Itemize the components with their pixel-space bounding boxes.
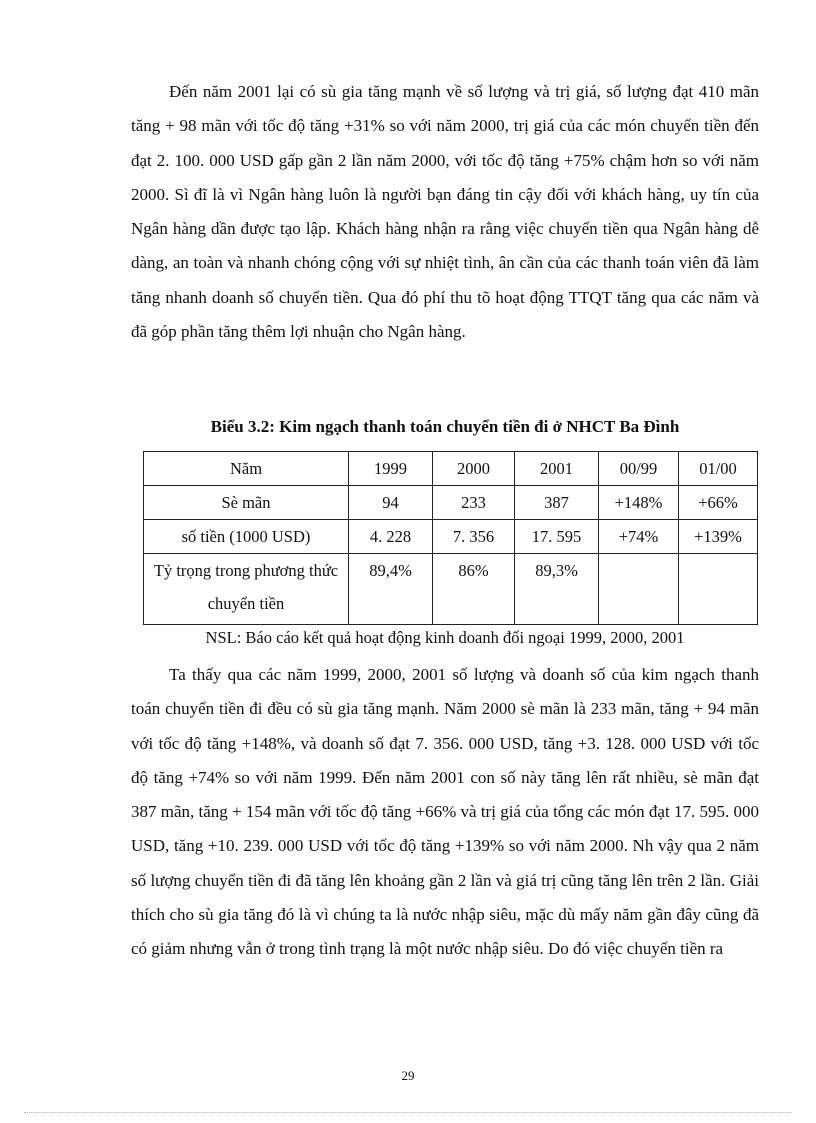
table-row [144, 486, 758, 520]
table-header-cell: 01/00 [679, 452, 758, 486]
table-header-row [144, 452, 758, 486]
table-cell: Tỷ trọng trong phương thức chuyển tiền [144, 554, 349, 625]
footer-divider [24, 1112, 792, 1113]
table-header-cell: 2001 [515, 452, 599, 486]
table-cell: 387 [515, 486, 599, 520]
table-row [144, 554, 758, 625]
source-note: NSL: Báo cáo kết quả hoạt động kinh doanh đối ngoại 1999, 2000, 2001 [205, 628, 685, 647]
table-cell: 233 [433, 486, 515, 520]
table-cell: +139% [679, 520, 758, 554]
table-cell: +74% [599, 520, 679, 554]
table-cell [679, 554, 758, 625]
table-row [144, 520, 758, 554]
paragraph-1: Đến năm 2001 lại có sù gia tăng mạnh về số lượng và trị giá, số lượng đạt 410 mãn tăng + 98 mãn với tốc độ tăng +31% so với năm 2000, trị giá của các món chuyển tiền đến đạt 2. 100. 000 USD gấp gần 2 lần năm 2000, với tốc độ tăng +75% chậm hơn so với năm 2000. Sì đĩ là vì Ngân hàng luôn là người bạn đáng tin cậy đối với khách hàng, uy tín của Ngân hàng dần được tạo lập. Khách hàng nhận ra rằng việc chuyển tiền qua Ngân hàng dễ dàng, an toàn và nhanh chóng cộng với sự nhiệt tình, ân cần của các thanh toán viên đã làm tăng nhanh doanh số chuyển tiền. Qua đó phí thu tõ hoạt động TTQT tăng qua các năm và đã góp phần tăng thêm lợi nhuận cho Ngân hàng. [131, 82, 759, 342]
table-cell: 17. 595 [515, 520, 599, 554]
table-cell: 4. 228 [349, 520, 433, 554]
table-header-cell: 2000 [433, 452, 515, 486]
table-cell: +66% [679, 486, 758, 520]
table-cell: 7. 356 [433, 520, 515, 554]
table-cell: 89,3% [515, 554, 599, 625]
table-cell: +148% [599, 486, 679, 520]
table-header-cell: Năm [144, 452, 349, 486]
statistics-table [143, 451, 758, 625]
paragraph-2: Ta thấy qua các năm 1999, 2000, 2001 số lượng và doanh số của kim ngạch thanh toán chuyển tiền đi đều có sù gia tăng mạnh. Năm 2000 sè mãn là 233 mãn, tăng + 94 mãn với tốc độ tăng +148%, và doanh số đạt 7. 356. 000 USD, tăng +3. 128. 000 USD với tốc độ tăng +74% so với năm 1999. Đến năm 2001 con số này tăng lên rất nhiều, sè mãn đạt 387 mãn, tăng + 154 mãn với tốc độ tăng +66% và trị giá của tổng các món đạt 17. 595. 000 USD, tăng +10. 239. 000 USD với tốc độ tăng +139% so với năm 2000. Nh vậy qua 2 năm số lượng chuyển tiền đi đã tăng lên khoảng gần 2 lần và giá trị cũng tăng lên trên 2 lần. Giải thích cho sù gia tăng đó là vì chúng ta là nước nhập siêu, mặc dù mấy năm gần đây cũng đã có giảm nhưng vẫn ở trong tình trạng là một nước nhập siêu. Do đó việc chuyển tiền ra [131, 665, 759, 959]
table-cell [599, 554, 679, 625]
table-cell: Sè mãn [144, 486, 349, 520]
table-header-cell: 00/99 [599, 452, 679, 486]
page-number: 29 [401, 1068, 415, 1083]
table-cell: 94 [349, 486, 433, 520]
table-cell: số tiền (1000 USD) [144, 520, 349, 554]
table-header-cell: 1999 [349, 452, 433, 486]
table-cell: 86% [433, 554, 515, 625]
table-caption: Biểu 3.2: Kim ngạch thanh toán chuyển tiền đi ở NHCT Ba Đình [210, 417, 680, 436]
table-cell: 89,4% [349, 554, 433, 625]
